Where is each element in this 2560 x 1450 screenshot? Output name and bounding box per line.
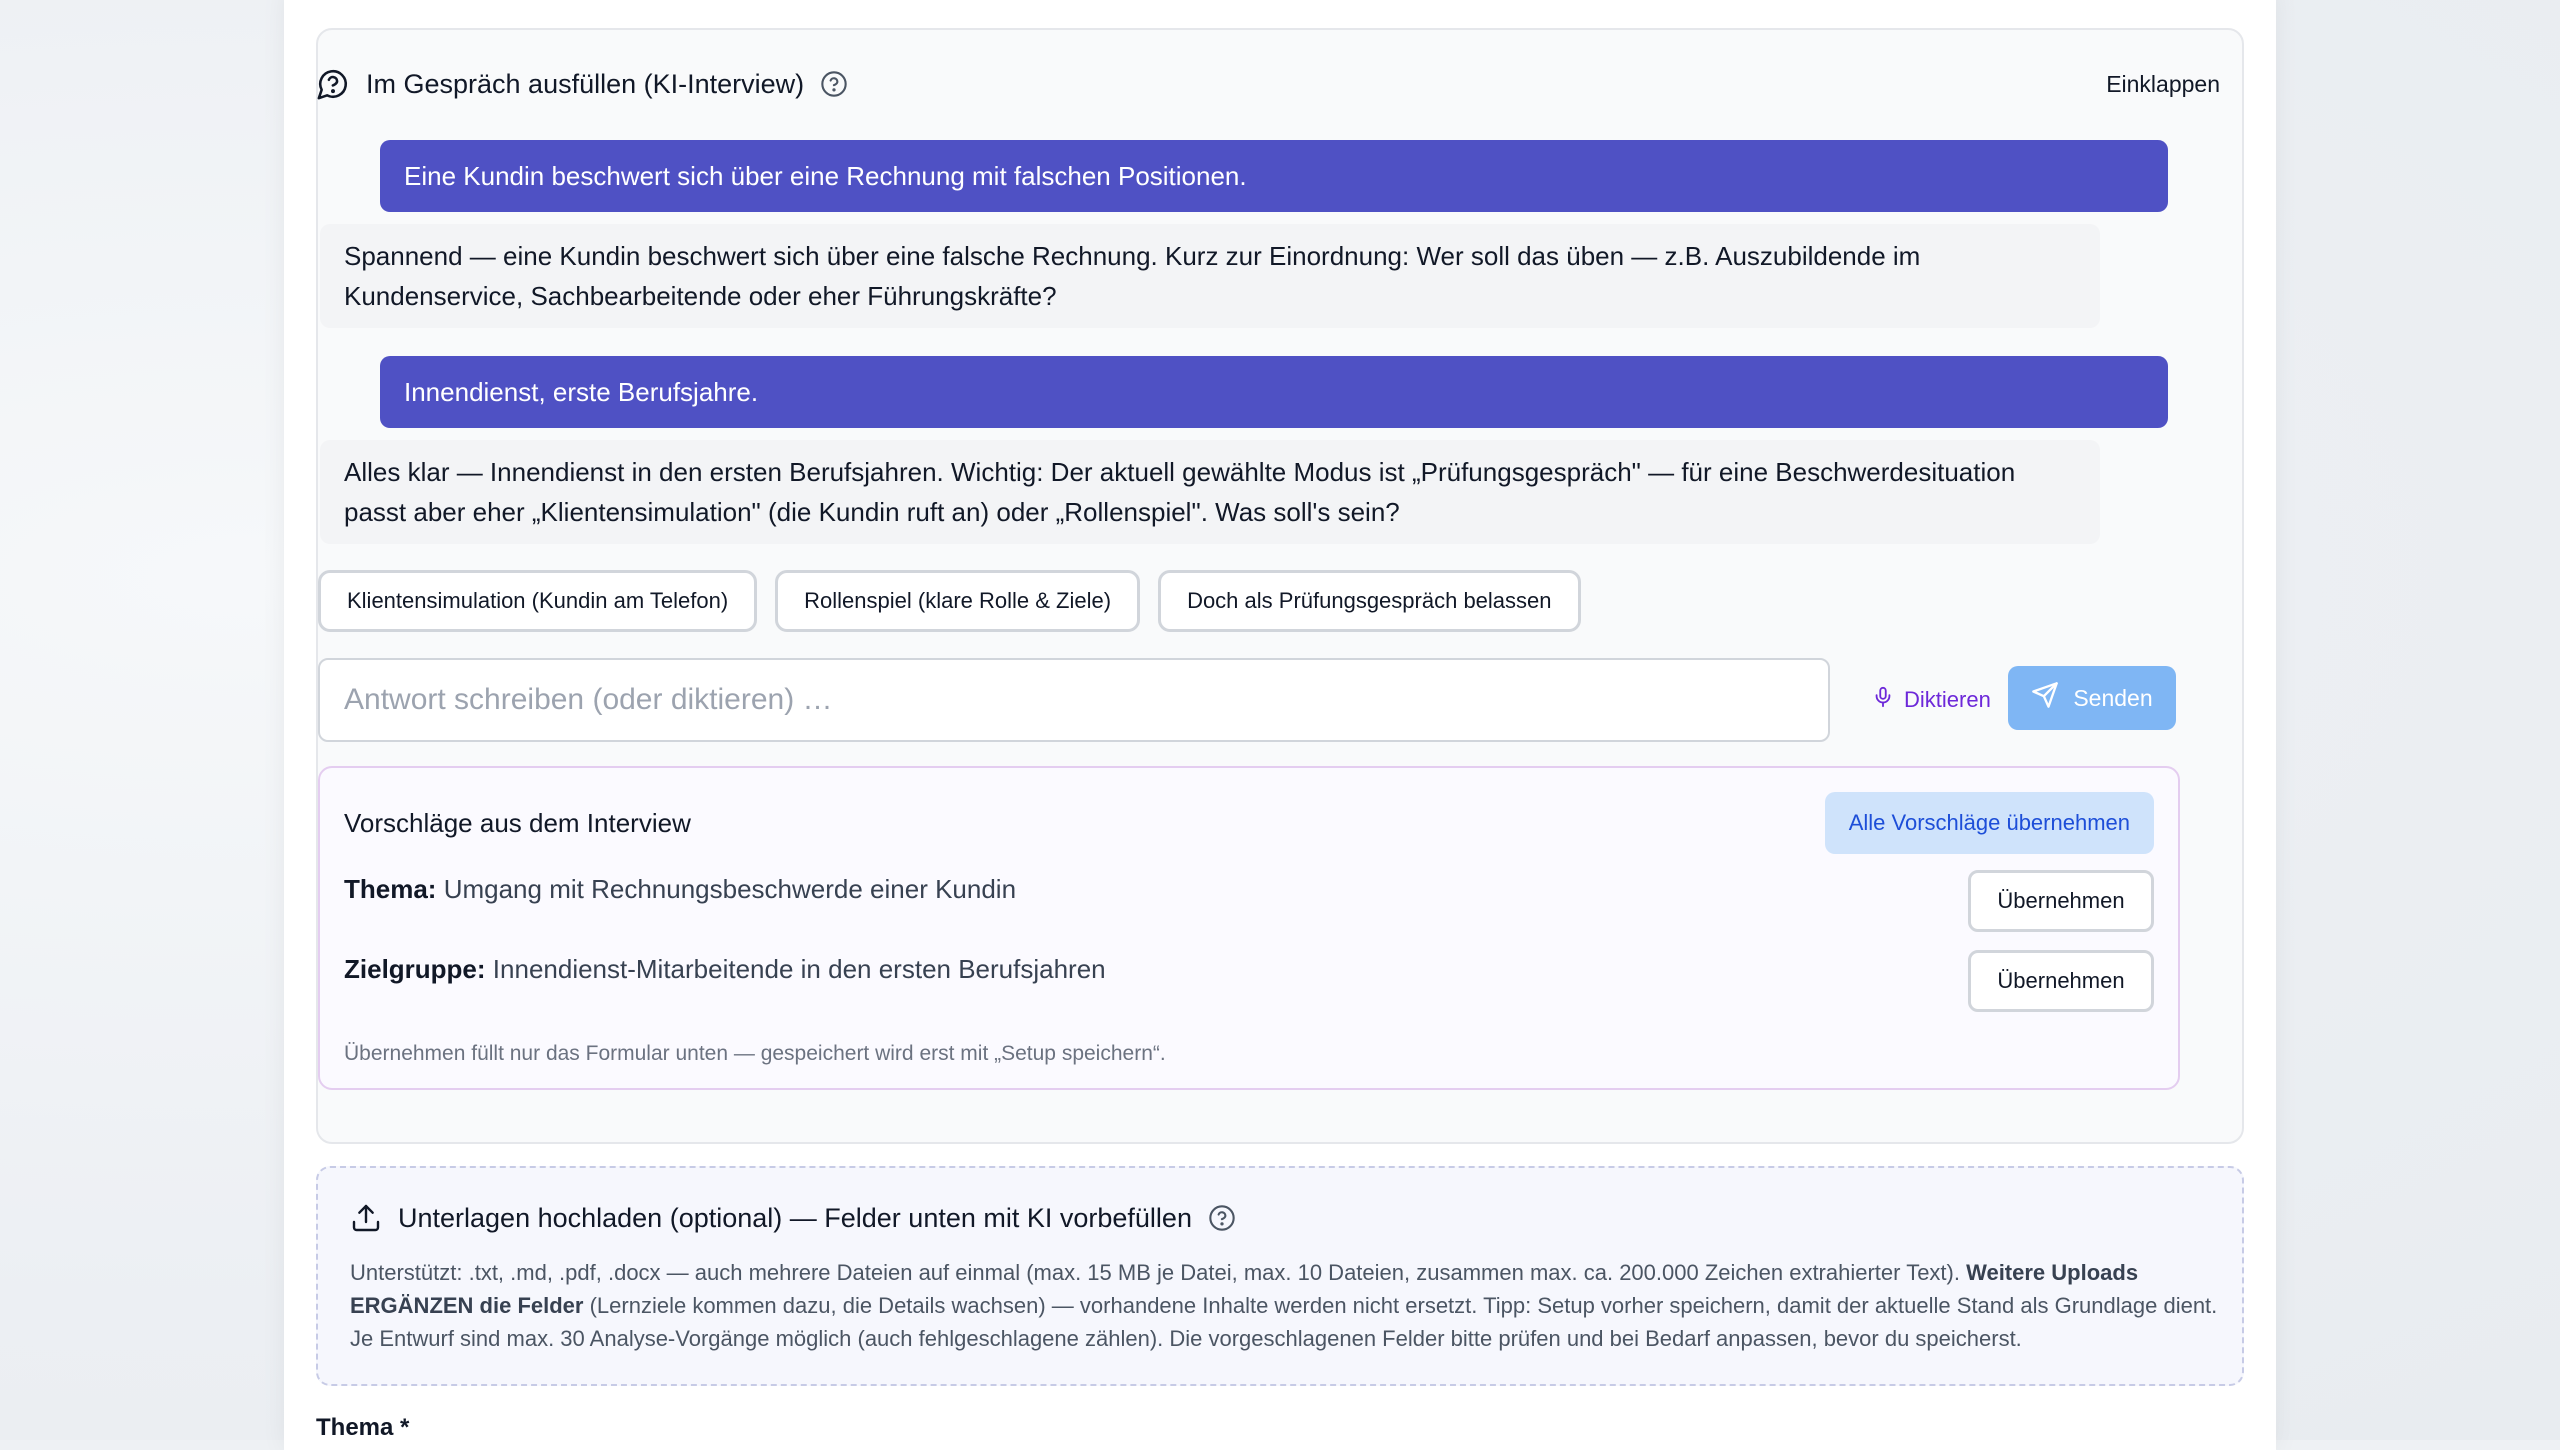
answer-row <box>318 658 2180 742</box>
dictate-button[interactable] <box>1858 672 2005 728</box>
chat-message-assistant: Spannend — eine Kundin beschwert sich über eine falsche Rechnung. Kurz zur Einordnung: Wer soll das üben — z.B. Auszubildende im Kundenservice, Sachbearbeitende oder eher Führungskräfte? <box>320 224 2100 328</box>
interview-title: Im Gespräch ausfüllen (KI-Interview) <box>366 69 804 100</box>
answer-input[interactable] <box>318 658 1830 742</box>
suggestion-label: Zielgruppe: <box>344 954 486 984</box>
upload-text-part1: Unterstützt: .txt, .md, .pdf, .docx — auch mehrere Dateien auf einmal (max. 15 MB je Datei, max. 10 Dateien, zusammen max. ca. 200.000 Zeichen extrahierter Text). <box>350 1260 1966 1285</box>
upload-text-part2: (Lernziele kommen dazu, die Details wachsen) — vorhandene Inhalte werden nicht ersetzt. Tipp: Setup vorher speichern, damit der aktuelle Stand als Grundlage dient. Je Entwurf sind max. 30 Analyse-Vorgänge möglich (auch fehlgeschlagene zählen). Die vorgeschlagenen Felder bitte prüfen und bei Bedarf anpassen, bevor du speicherst. <box>350 1293 2217 1351</box>
help-icon[interactable] <box>820 70 848 98</box>
chat-bubble-icon <box>316 67 350 101</box>
microphone-icon <box>1872 686 1894 714</box>
suggestion-label: Thema: <box>344 874 436 904</box>
upload-description <box>350 1256 2220 1355</box>
dictate-label: Diktieren <box>1904 687 1991 713</box>
chat-message-assistant: Alles klar — Innendienst in den ersten Berufsjahren. Wichtig: Der aktuell gewählte Modus ist „Prüfungsgespräch" — für eine Beschwerdesituation passt aber eher „Klientensimulation" (die Kundin ruft an) oder „Rollenspiel". Was soll's sein? <box>320 440 2100 544</box>
suggestion-topic <box>344 874 1016 905</box>
quick-reply-list <box>318 570 1581 632</box>
quick-reply-keep-exam[interactable]: Doch als Prüfungsgespräch belassen <box>1158 570 1580 632</box>
accept-all-suggestions-button[interactable]: Alle Vorschläge übernehmen <box>1825 792 2154 854</box>
upload-icon <box>350 1202 382 1234</box>
send-label: Senden <box>2073 685 2152 712</box>
interview-header <box>316 54 2244 114</box>
quick-reply-client-simulation[interactable]: Klientensimulation (Kundin am Telefon) <box>318 570 757 632</box>
suggestion-value: Innendienst-Mitarbeitende in den ersten Berufsjahren <box>493 954 1106 984</box>
upload-header <box>350 1202 1236 1234</box>
chat-message-user: Eine Kundin beschwert sich über eine Rechnung mit falschen Positionen. <box>380 140 2168 212</box>
interview-suggestions <box>318 766 2180 1090</box>
upload-panel[interactable] <box>316 1166 2244 1386</box>
upload-text-emphasis: Weitere Uploads ERGÄNZEN die Felder <box>350 1260 2138 1318</box>
accept-topic-button[interactable]: Übernehmen <box>1968 870 2154 932</box>
suggestion-target-group <box>344 954 1106 985</box>
collapse-button[interactable]: Einklappen <box>2082 63 2244 106</box>
main-card <box>284 0 2276 1450</box>
help-icon[interactable] <box>1208 1204 1236 1232</box>
quick-reply-role-play[interactable]: Rollenspiel (klare Rolle & Ziele) <box>775 570 1140 632</box>
suggestions-note: Übernehmen füllt nur das Formular unten — gespeichert wird erst mit „Setup speichern“. <box>344 1042 1166 1066</box>
suggestions-title: Vorschläge aus dem Interview <box>344 808 691 839</box>
send-icon <box>2031 681 2059 715</box>
accept-target-group-button[interactable]: Übernehmen <box>1968 950 2154 1012</box>
suggestion-value: Umgang mit Rechnungsbeschwerde einer Kundin <box>444 874 1016 904</box>
send-button[interactable] <box>2008 666 2176 730</box>
next-field-label: Thema * <box>316 1414 409 1442</box>
chat-message-user: Innendienst, erste Berufsjahre. <box>380 356 2168 428</box>
upload-title: Unterlagen hochladen (optional) — Felder unten mit KI vorbefüllen <box>398 1203 1192 1234</box>
